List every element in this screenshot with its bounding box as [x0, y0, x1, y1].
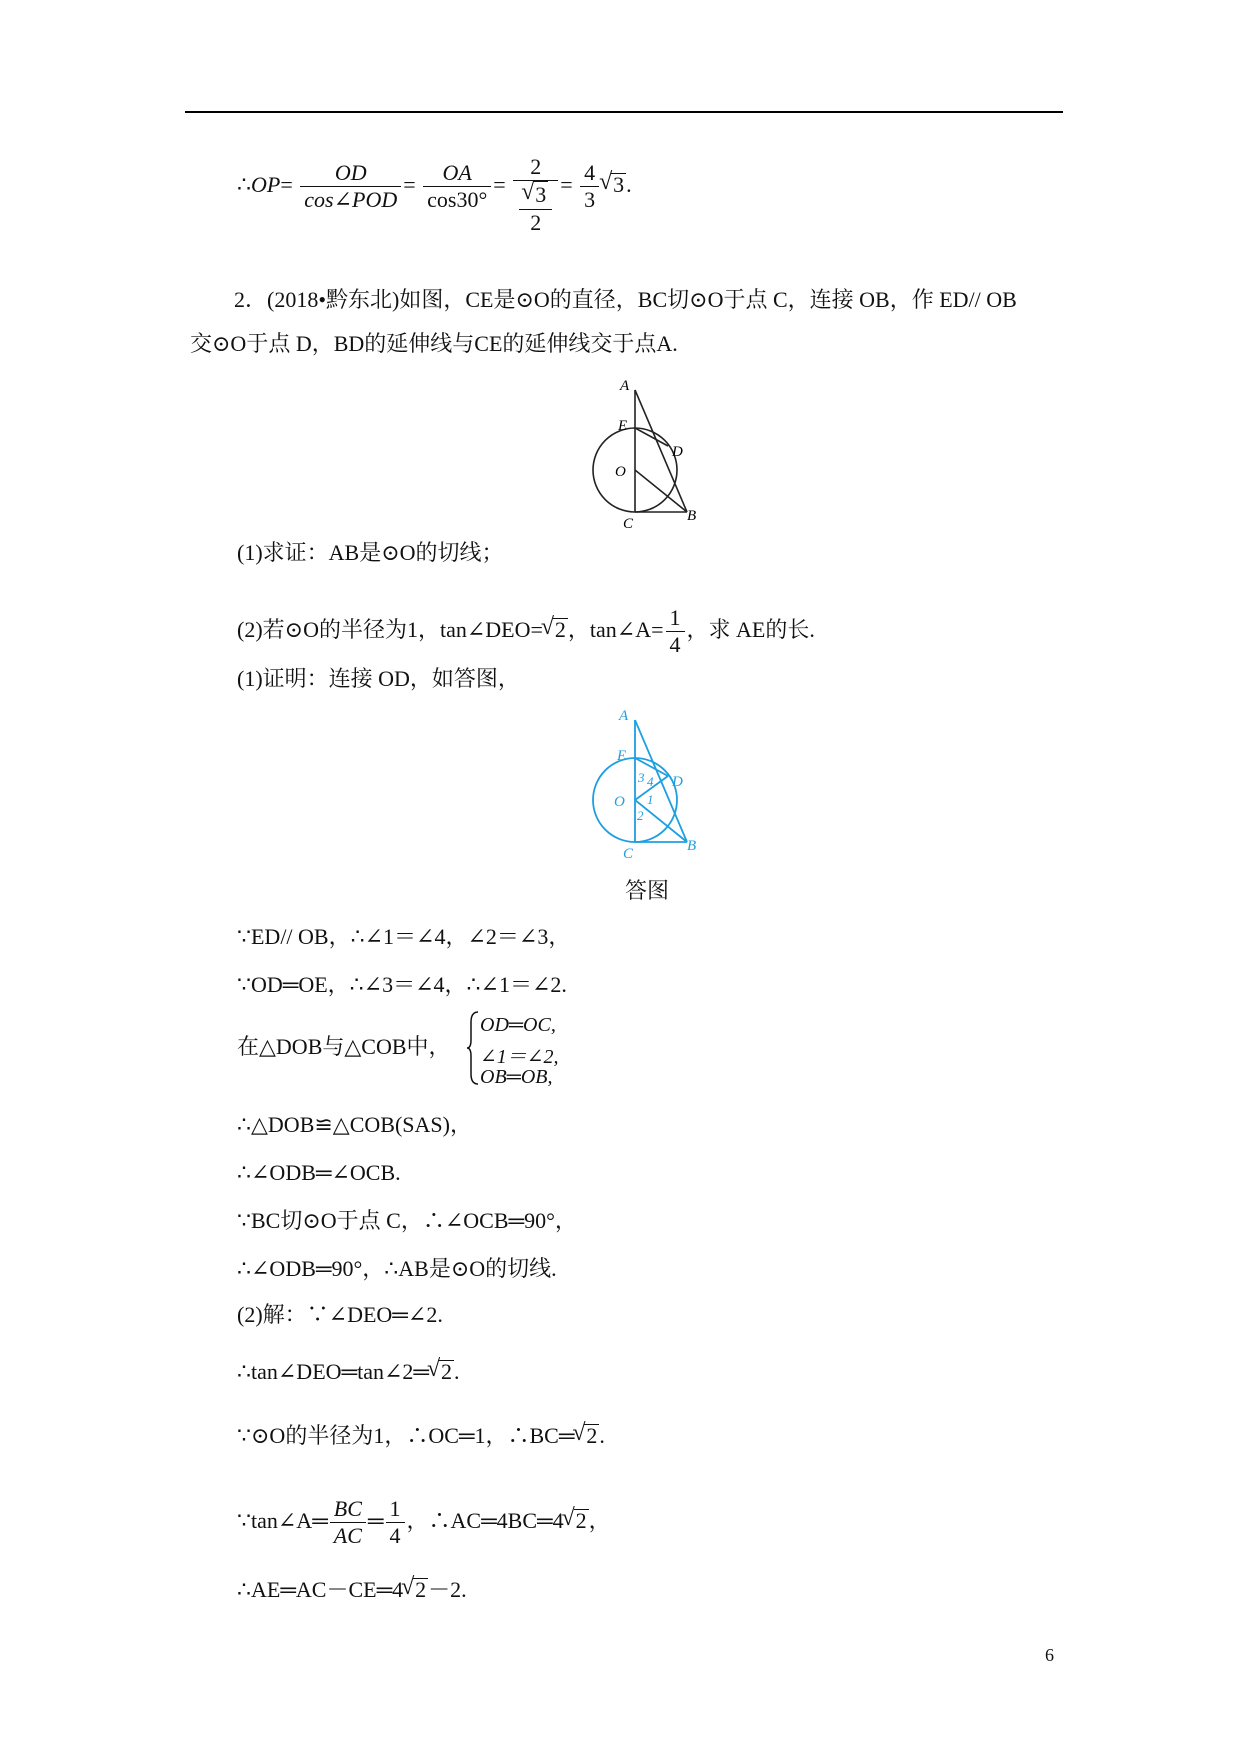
step-7: ∴∠ODB═90°，∴AB是⊙O的切线. — [237, 1256, 557, 1281]
label-e: E — [618, 418, 628, 434]
step-8: (2)解：∵∠DEO═∠2. — [237, 1302, 443, 1327]
step-3: 在△DOB与△COB中， — [237, 1034, 451, 1059]
angle-4: 4 — [647, 774, 654, 789]
angle-1: 1 — [647, 792, 654, 807]
label-e2: E — [617, 748, 627, 764]
label-o: O — [615, 464, 626, 480]
step-11: ∵tan∠A═ $\frac{BC}{AC}$ ═ $\frac{1}{4}$ ，∴AC═4BC═4√ 2， — [237, 1496, 611, 1550]
angle-3: 3 — [638, 770, 645, 785]
equation-op: ∴OP= $\frac{OD}{\text{cos∠POD}}$ = $\frac{OA}{\cos 30^\circ}$ = 2 √ $\frac{3}{2}$ = $\frac{4}{3}$ √ 3. — [237, 160, 632, 236]
step-5: ∴∠ODB═∠OCB. — [237, 1160, 401, 1185]
step-9: ∴tan∠DEO═tan∠2═√ 2. — [237, 1360, 460, 1383]
figure-2-answer — [585, 700, 705, 860]
figure-1 — [585, 370, 705, 530]
brace — [466, 1010, 480, 1086]
label-c2: C — [623, 846, 634, 860]
step-10: ∵⊙O的半径为1，∴OC═1，∴BC═√ 2. — [237, 1424, 605, 1447]
proof-intro: (1)证明：连接 OD，如答图， — [237, 666, 520, 691]
label-a2: A — [619, 708, 629, 724]
label-b2: B — [687, 838, 697, 854]
step-6: ∵BC切⊙O于点 C，∴∠OCB═90°， — [237, 1208, 577, 1233]
problem-statement: 2．(2018•黔东北)如图，CE是⊙O的直径，BC切⊙O于点 C，连接 OB，作 ED// OB 交⊙O于点 D，BD的延伸线与CE的延伸线交于点A. — [190, 287, 1017, 356]
step-2: ∵OD═OE，∴∠3＝∠4，∴∠1＝∠2. — [237, 972, 567, 997]
step-4: ∴△DOB≌△COB(SAS)， — [237, 1112, 472, 1137]
figure-2-caption: 答图 — [625, 878, 670, 903]
page-number: 6 — [1045, 1645, 1054, 1665]
question-2: (2)若⊙O的半径为1，tan∠DEO=√ 2，tan∠A= $\frac{1}{4}$ ，求 AE的长. — [237, 605, 815, 659]
label-d2: D — [672, 774, 683, 790]
angle-2: 2 — [637, 808, 644, 823]
system-line-1: OD═OC, — [480, 1014, 556, 1036]
label-b: B — [687, 508, 697, 524]
step-1: ∵ED// OB，∴∠1＝∠4，∠2＝∠3， — [237, 924, 571, 949]
system-line-2: ∠1＝∠2, — [480, 1046, 559, 1068]
question-1: (1)求证：AB是⊙O的切线； — [237, 540, 504, 565]
system-line-3: OB═OB, — [480, 1066, 553, 1088]
header-rule — [185, 111, 1063, 113]
label-d: D — [672, 444, 683, 460]
label-o2: O — [614, 794, 625, 810]
label-a: A — [620, 378, 630, 394]
step-12: ∴AE═AC－CE═4√ 2－2. — [237, 1578, 467, 1601]
label-c: C — [623, 516, 634, 530]
line-ob — [635, 470, 687, 512]
